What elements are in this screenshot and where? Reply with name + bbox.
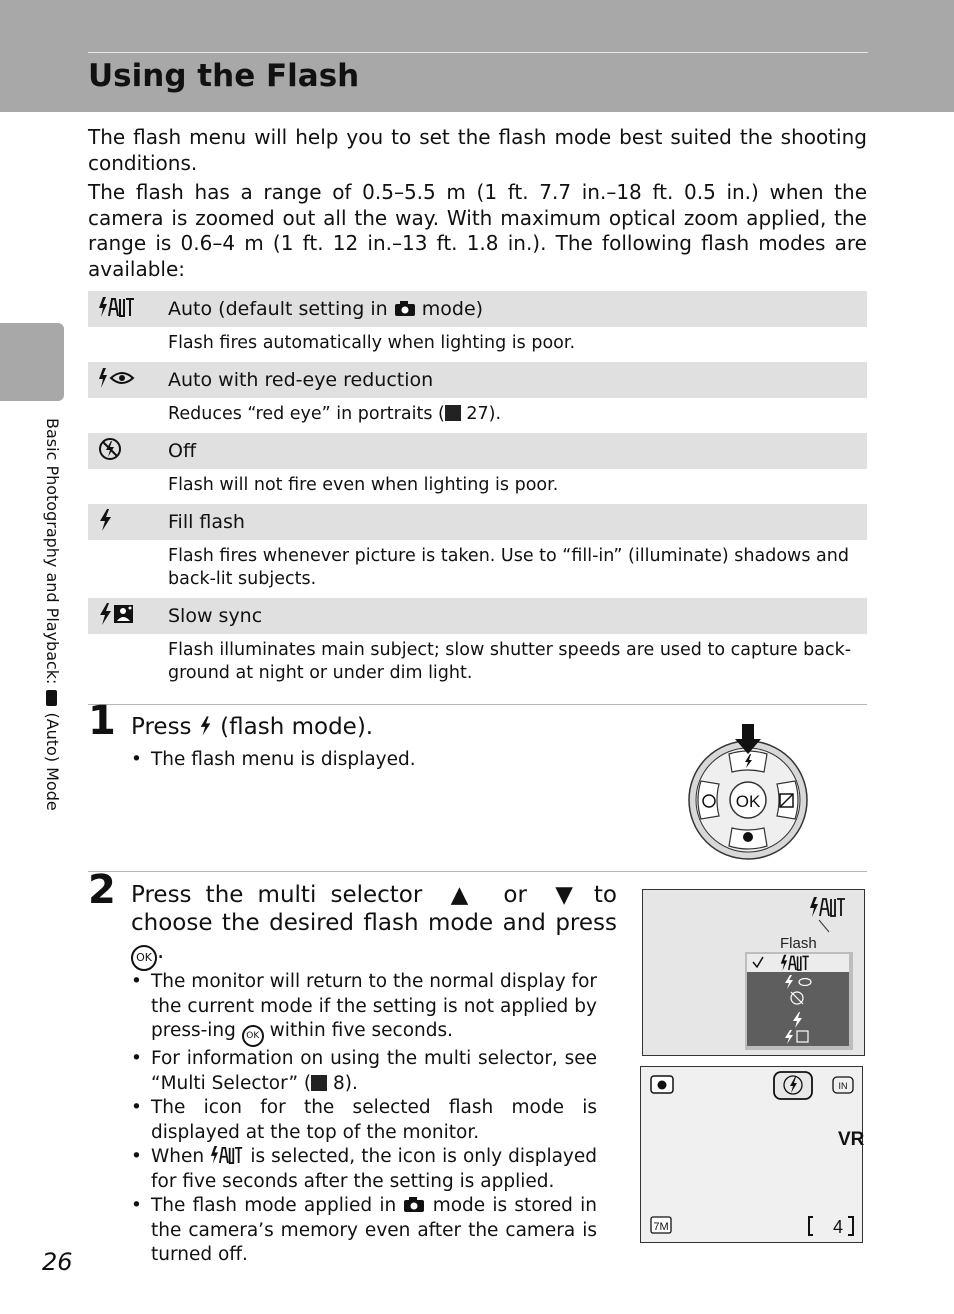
page-number: 26: [42, 1248, 73, 1276]
header-band: [0, 0, 954, 112]
bullet-2-b: 8).: [333, 1072, 358, 1094]
monitor-shooting-display: [640, 1066, 863, 1243]
mode-label-slow-sync: Slow sync: [168, 605, 263, 627]
mode-desc-fill: Flash fires whenever picture is taken. Use to “fill-in” (illuminate) shadows and back-lit subjects.: [168, 546, 849, 589]
flash-auto-icon: [210, 1145, 244, 1165]
step-2-title-b: or: [503, 882, 527, 908]
mode-desc-auto: Flash fires automatically when lighting is poor.: [168, 333, 576, 353]
monitor-flash-menu: [642, 889, 865, 1056]
flash-menu-title: Flash: [780, 935, 817, 952]
step-1-title-a: Press: [131, 714, 192, 740]
mode-row-off: [88, 433, 867, 469]
list-item: [131, 1194, 597, 1268]
list-item: [131, 1047, 597, 1096]
mode-label-fill: Fill flash: [168, 511, 245, 533]
header-rule: [88, 52, 868, 53]
divider: [88, 871, 867, 872]
flash-redeye-icon: [88, 367, 168, 394]
mode-row-slow-sync: [88, 598, 867, 634]
flash-off-icon: [88, 437, 168, 466]
mode-row-redeye: [88, 362, 867, 398]
mode-row-fill: [88, 504, 867, 540]
mode-desc-redeye: [88, 398, 867, 433]
flash-auto-icon: [88, 296, 168, 323]
mode-label-auto-b: mode): [421, 298, 484, 320]
page-title: Using the Flash: [88, 58, 360, 94]
camera-icon: [46, 690, 57, 706]
camera-icon: [394, 300, 416, 317]
list-item: • The icon for the selected flash mode is displayed at the top of the monitor.: [131, 1096, 597, 1145]
mode-label-redeye: Auto with red-eye reduction: [168, 369, 434, 391]
flash-fill-icon: [88, 508, 168, 537]
step-2-title-d: .: [157, 938, 165, 964]
intro-paragraph-1: The flash menu will help you to set the flash mode best suited the shooting conditions.: [88, 125, 867, 175]
bullet-4-b: is selected, the icon is only displayed for five seconds after the setting is applied.: [151, 1146, 597, 1192]
bullet-4-a: When: [151, 1146, 205, 1167]
step-2-title-c: to choose the desired flash mode and press: [131, 882, 617, 936]
intro-paragraph-2: The flash has a range of 0.5–5.5 m (1 ft. 7.7 in.–18 ft. 0.5 in.) when the camera is zoomed out all the way. With maximum optical zoom applied, the range is 0.6–4 m (1 ft. 12 in.–13 ft. 1.8 in.). The following flash modes are available:: [88, 180, 867, 281]
flash-icon: [199, 715, 213, 737]
mode-label-off: Off: [168, 440, 197, 462]
mode-label-auto-a: Auto (default setting in: [168, 298, 388, 320]
camera-icon: [403, 1196, 425, 1213]
chapter-label-a: Basic Photography and Playback:: [43, 418, 62, 685]
list-item: [131, 1145, 597, 1194]
page-ref-icon: [311, 1075, 327, 1091]
mode-desc-redeye-a: Reduces “red eye” in portraits (: [168, 404, 445, 424]
svg-text:IN: IN: [838, 1081, 848, 1091]
ok-label: OK: [735, 792, 761, 811]
bullet-2-a: For information on using the multi selector, see “Multi Selector” (: [151, 1048, 597, 1094]
bullet-1-b: within five seconds.: [269, 1020, 454, 1041]
svg-text:VR: VR: [838, 1129, 865, 1150]
divider: [88, 704, 867, 705]
mode-desc-slow-sync: Flash illuminates main subject; slow shutter speeds are used to capture back-ground at night or under dim light.: [168, 640, 852, 683]
frames-remaining: 4: [833, 1217, 844, 1237]
step-2-number: 2: [88, 867, 116, 913]
ok-button-icon: OK: [131, 945, 157, 971]
flash-slow-sync-icon: [88, 602, 168, 631]
mode-desc-off: Flash will not fire even when lighting is poor.: [168, 475, 559, 495]
ok-button-icon: OK: [242, 1025, 264, 1047]
flash-mode-table: [88, 291, 867, 692]
page-ref-icon: [445, 405, 461, 421]
step-1-title-b: (flash mode).: [220, 714, 374, 740]
list-item: • The flash menu is displayed.: [131, 748, 601, 773]
bullet-5-a: The flash mode applied in: [151, 1195, 397, 1216]
multi-selector-illustration: [687, 724, 809, 864]
down-triangle-icon: ▼: [555, 882, 580, 908]
chapter-label: [43, 418, 62, 811]
step-2-bullets: [131, 970, 597, 1268]
step-2-title: [131, 881, 617, 971]
mode-row-auto: [88, 291, 867, 327]
bullet-5-b: mode is stored in the camera’s memory even after the camera is turned off.: [151, 1195, 597, 1265]
mode-desc-redeye-b: 27).: [466, 404, 502, 424]
up-triangle-icon: ▲: [450, 882, 476, 908]
svg-text:7M: 7M: [653, 1221, 669, 1233]
step-1-bullets: [131, 748, 601, 773]
step-1-title: [131, 713, 373, 741]
step-2-title-a: Press the multi selector: [131, 882, 423, 908]
chapter-label-b: (Auto) Mode: [43, 712, 62, 811]
bullet-1-a: The monitor will return to the normal display for the current mode if the setting is not applied by press-ing: [151, 971, 597, 1041]
chapter-tab: [0, 323, 64, 401]
step-1-number: 1: [88, 698, 116, 744]
list-item: [131, 970, 597, 1047]
